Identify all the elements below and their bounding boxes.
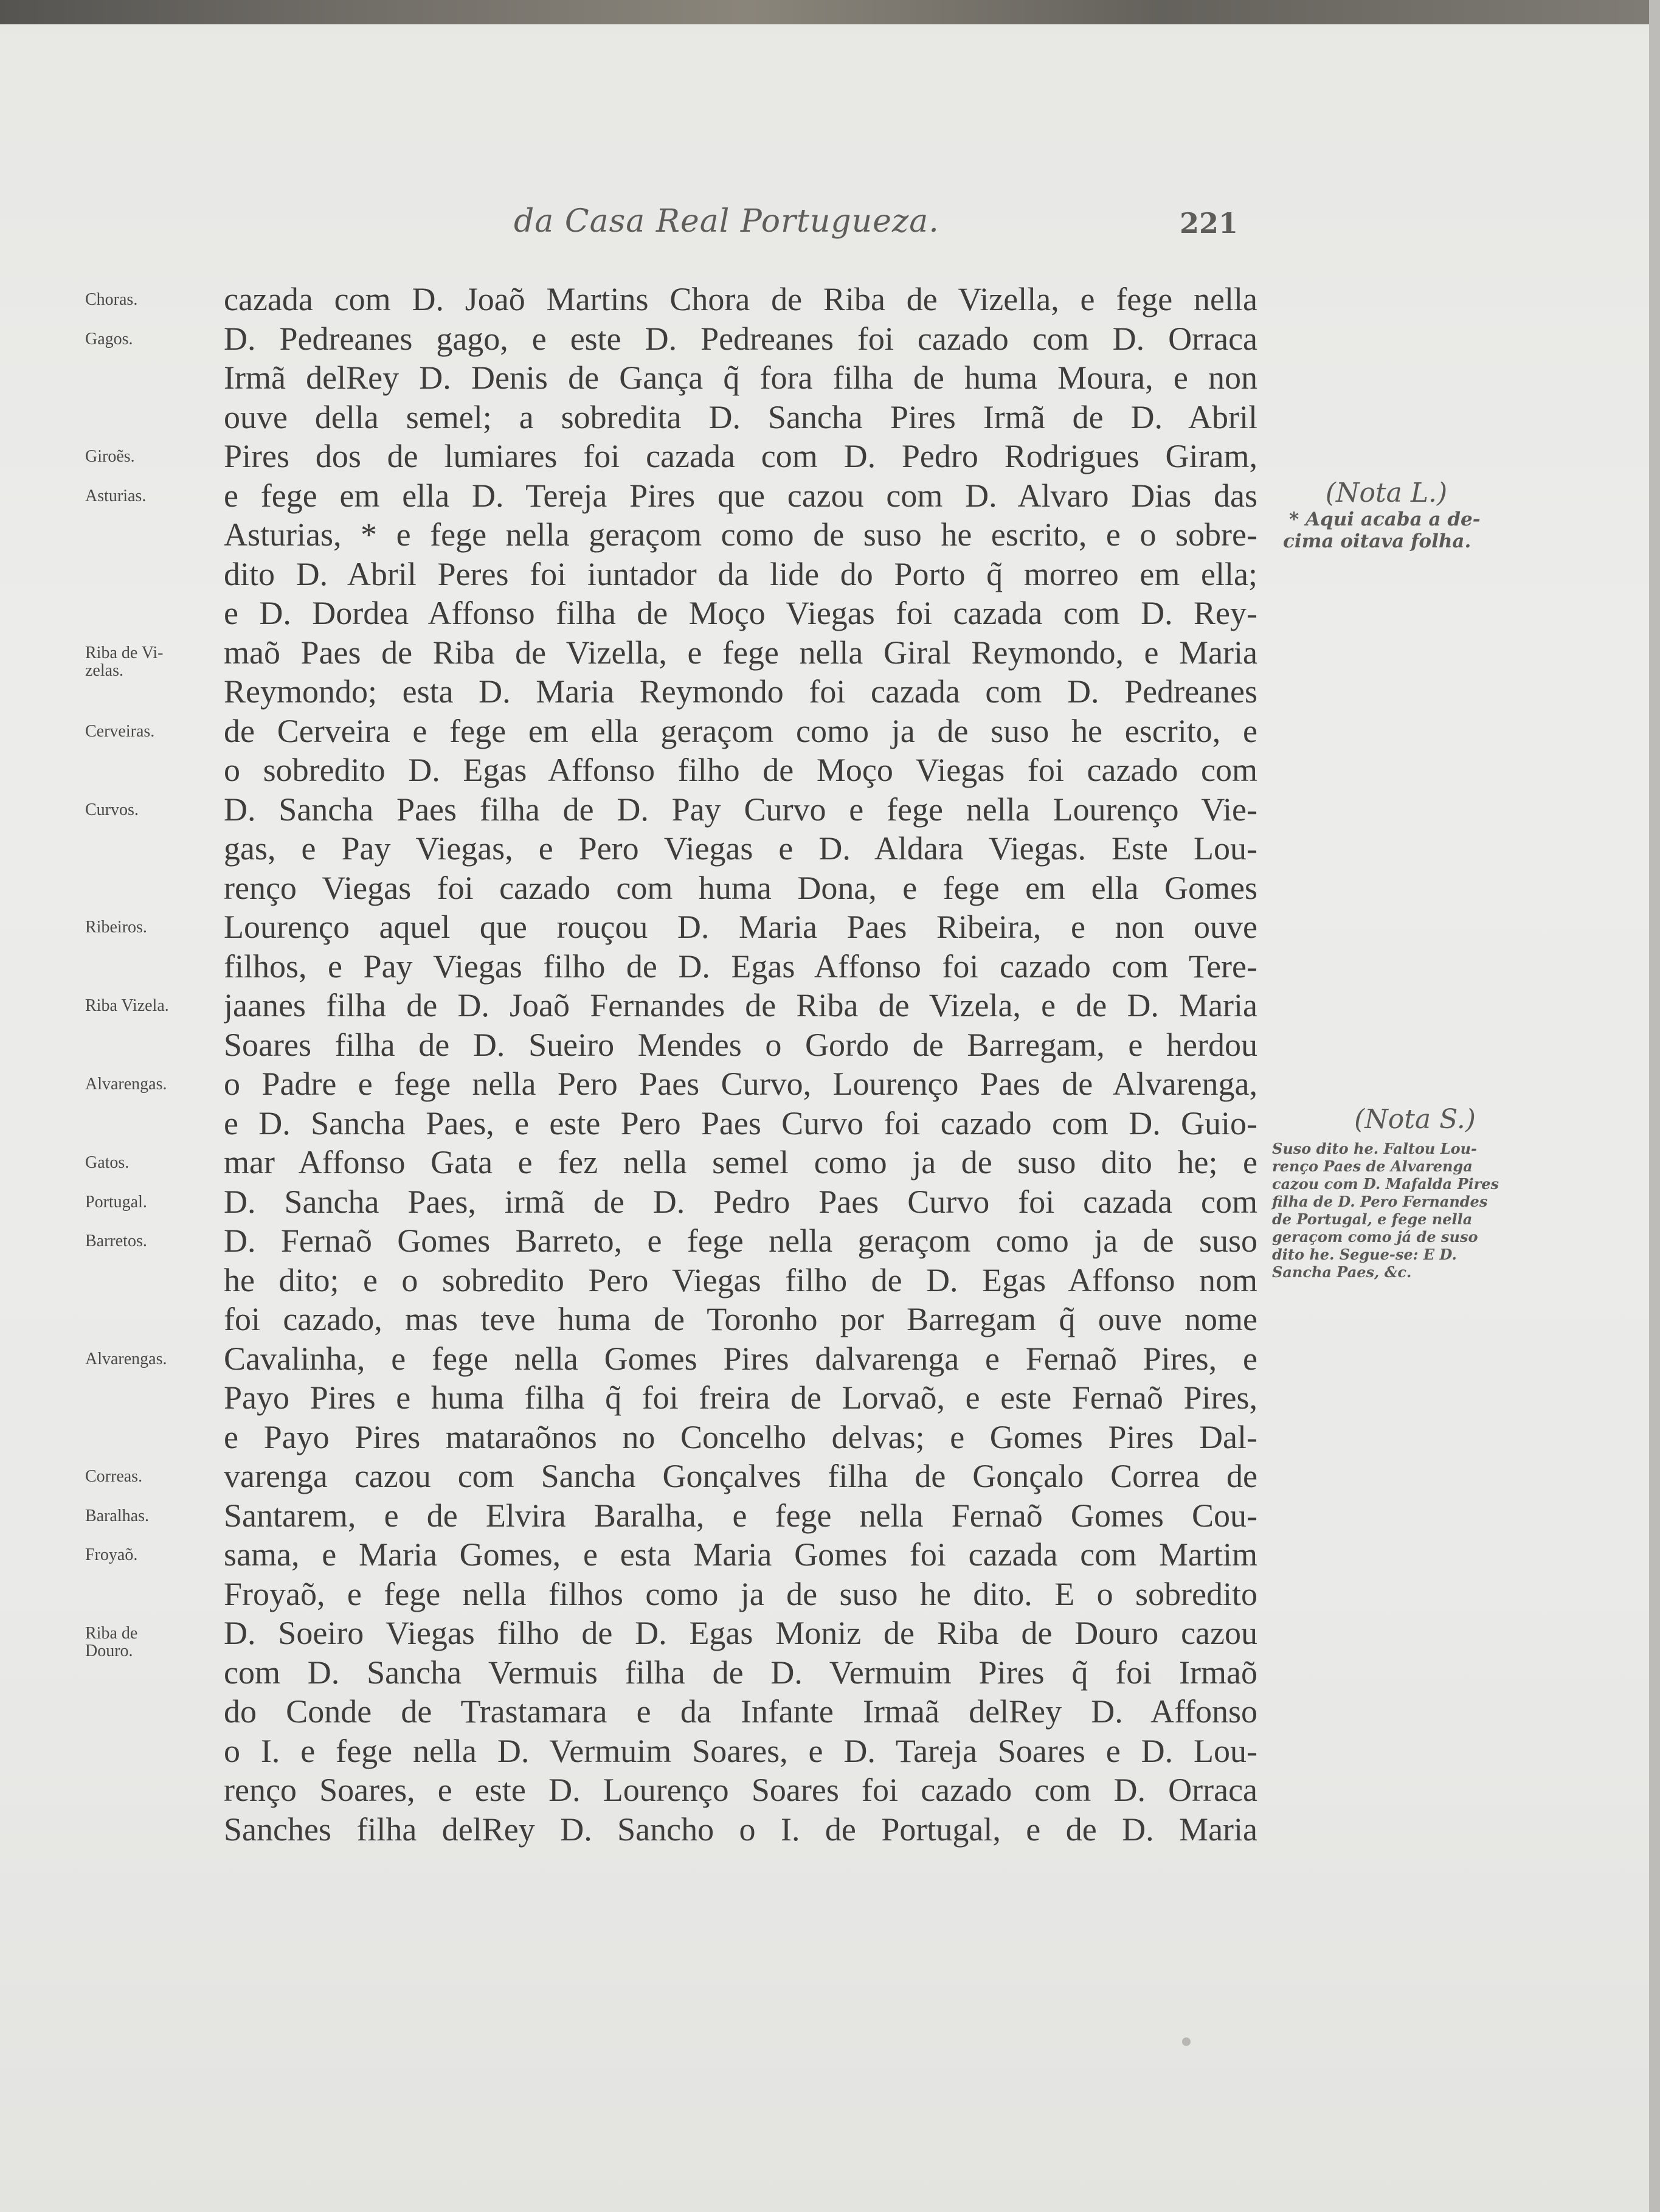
text-line: renço Viegas foi cazado com huma Dona, e fege em ella Gomes [224, 869, 1257, 906]
text-line: ouve della semel; a sobredita D. Sancha Pires Irmã de D. Abril [224, 398, 1257, 435]
page-number: 221 [1180, 207, 1239, 240]
text-line: o I. e fege nella D. Vermuim Soares, e D. Tareja Soares e D. Lou- [224, 1732, 1257, 1769]
text-line: e fege em ella D. Tereja Pires que cazou com D. Alvaro Dias das [224, 477, 1257, 514]
marginal-label: Douro. [85, 1642, 133, 1661]
marginal-label: Gagos. [85, 329, 133, 348]
text-line: Cavalinha, e fege nella Gomes Pires dalvarenga e Fernaõ Pires, e [224, 1340, 1257, 1377]
text-line: e Payo Pires mataraõnos no Concelho delvas; e Gomes Pires Dal- [224, 1418, 1257, 1455]
text-line: jaanes filha de D. Joaõ Fernandes de Riba de Vizela, e de D. Maria [224, 987, 1257, 1024]
text-line: Irmã delRey D. Denis de Gança q̃ fora filha de huma Moura, e non [224, 359, 1257, 396]
marginal-label: Asturias. [85, 486, 147, 505]
marginal-label: Portugal. [85, 1192, 147, 1212]
marginal-label: Alvarengas. [85, 1075, 167, 1094]
note-line: filha de D. Pero Fernandes [1272, 1193, 1488, 1210]
running-title: da Casa Real Portugueza. [514, 203, 939, 240]
text-line: com D. Sancha Vermuis filha de D. Vermuim Pires q̃ foi Irmaõ [224, 1654, 1257, 1691]
text-line: o Padre e fege nella Pero Paes Curvo, Lourenço Paes de Alvarenga, [224, 1066, 1257, 1102]
text-line: Lourenço aquel que rouçou D. Maria Paes Ribeira, e non ouve [224, 909, 1257, 945]
paper-speck [1182, 2037, 1191, 2046]
page-top-edge [0, 0, 1660, 24]
marginal-label: Froyaõ. [85, 1545, 138, 1564]
marginal-label: Gatos. [85, 1153, 130, 1172]
marginal-label: Baralhas. [85, 1506, 149, 1525]
note-title: (Nota S.) [1354, 1104, 1476, 1135]
text-line: Froyaõ, e fege nella filhos como ja de suso he dito. E o sobredito [224, 1575, 1257, 1612]
text-line: varenga cazou com Sancha Gonçalves filha de Gonçalo Correa de [224, 1458, 1257, 1494]
note-line: Suso dito he. Faltou Lou- [1272, 1140, 1478, 1157]
note-line: dito he. Segue-se: E D. [1272, 1246, 1457, 1263]
text-line: gas, e Pay Viegas, e Pero Viegas e D. Aldara Viegas. Este Lou- [224, 830, 1257, 867]
marginal-label: Riba Vizela. [85, 996, 169, 1015]
text-line: e D. Dordea Affonso filha de Moço Viegas foi cazada com D. Rey- [224, 595, 1257, 631]
text-line: Reymondo; esta D. Maria Reymondo foi cazada com D. Pedreanes [224, 673, 1257, 710]
text-line: mar Affonso Gata e fez nella semel como ja de suso dito he; e [224, 1144, 1257, 1181]
marginal-label: Cerveiras. [85, 721, 155, 741]
text-line: o sobredito D. Egas Affonso filho de Moço Viegas foi cazado com [224, 752, 1257, 788]
marginal-label: Alvarengas. [85, 1349, 167, 1368]
text-line: Pires dos de lumiares foi cazada com D. Pedro Rodrigues Giram, [224, 438, 1257, 474]
text-line: D. Sancha Paes filha de D. Pay Curvo e fege nella Lourenço Vie- [224, 791, 1257, 828]
text-line: renço Soares, e este D. Lourenço Soares foi cazado com D. Orraca [224, 1772, 1257, 1808]
note-line: renço Paes de Alvarenga [1272, 1157, 1473, 1175]
marginal-label: Ribeiros. [85, 918, 147, 937]
text-line: Payo Pires e huma filha q̃ foi freira de Lorvaõ, e este Fernaõ Pires, [224, 1379, 1257, 1416]
marginal-label: Choras. [85, 290, 138, 309]
note-line: geraçom como já de suso [1272, 1228, 1478, 1246]
text-line: Santarem, e de Elvira Baralha, e fege nella Fernaõ Gomes Cou- [224, 1497, 1257, 1534]
text-line: cazada com D. Joaõ Martins Chora de Riba de Vizella, e fege nella [224, 281, 1257, 317]
note-line: Sancha Paes, &c. [1272, 1263, 1412, 1281]
note-line: cima oitava folha. [1283, 530, 1472, 552]
text-line: D. Soeiro Viegas filho de D. Egas Moniz de Riba de Douro cazou [224, 1615, 1257, 1651]
body-text [224, 280, 1257, 1849]
note-line: * Aqui acaba a de- [1289, 508, 1481, 530]
text-line: D. Sancha Paes, irmã de D. Pedro Paes Curvo foi cazada com [224, 1183, 1257, 1220]
text-line: he dito; e o sobredito Pero Viegas filho de D. Egas Affonso nom [224, 1261, 1257, 1298]
text-line: foi cazado, mas teve huma de Toronho por Barregam q̃ ouve nome [224, 1301, 1257, 1337]
text-line: maõ Paes de Riba de Vizella, e fege nella Giral Reymondo, e Maria [224, 634, 1257, 671]
margin-note-l [1283, 477, 1490, 552]
marginal-label: Curvos. [85, 800, 139, 819]
marginal-label: Barretos. [85, 1232, 147, 1250]
text-line: filhos, e Pay Viegas filho de D. Egas Affonso foi cazado com Tere- [224, 948, 1257, 985]
text-line: Asturias, * e fege nella geraçom como de suso he escrito, e o sobre- [224, 516, 1257, 553]
text-line: de Cerveira e fege em ella geraçom como ja de suso he escrito, e [224, 712, 1257, 749]
text-line: D. Pedreanes gago, e este D. Pedreanes foi cazado com D. Orraca [224, 320, 1257, 357]
running-header [0, 195, 1660, 249]
text-line: e D. Sancha Paes, e este Pero Paes Curvo foi cazado com D. Guio- [224, 1104, 1257, 1142]
text-line: sama, e Maria Gomes, e esta Maria Gomes foi cazada com Martim [224, 1536, 1257, 1573]
text-line: Sanches filha delRey D. Sancho o I. de Portugal, e de D. Maria [224, 1811, 1257, 1848]
page-right-edge [1649, 0, 1660, 2212]
text-line: D. Fernaõ Gomes Barreto, e fege nella geraçom como ja de suso [224, 1222, 1257, 1259]
text-line: dito D. Abril Peres foi iuntador da lide do Porto q̃ morreo em ella; [224, 555, 1257, 592]
marginal-label: Riba de [85, 1624, 138, 1643]
marginal-label: Giroẽs. [85, 447, 135, 466]
marginal-label: Riba de Vi- [85, 643, 164, 662]
text-line: do Conde de Trastamara e da Infante Irmaã delRey D. Affonso [224, 1693, 1257, 1730]
note-line: cazou com D. Mafalda Pires [1272, 1175, 1499, 1193]
marginal-label: Correas. [85, 1467, 143, 1486]
marginal-label: zelas. [85, 660, 123, 680]
margin-note-s [1272, 1104, 1558, 1281]
text-line: Soares filha de D. Sueiro Mendes o Gordo de Barregam, e herdou [224, 1026, 1257, 1063]
note-line: de Portugal, e fege nella [1272, 1210, 1473, 1228]
note-title: (Nota L.) [1325, 477, 1448, 508]
